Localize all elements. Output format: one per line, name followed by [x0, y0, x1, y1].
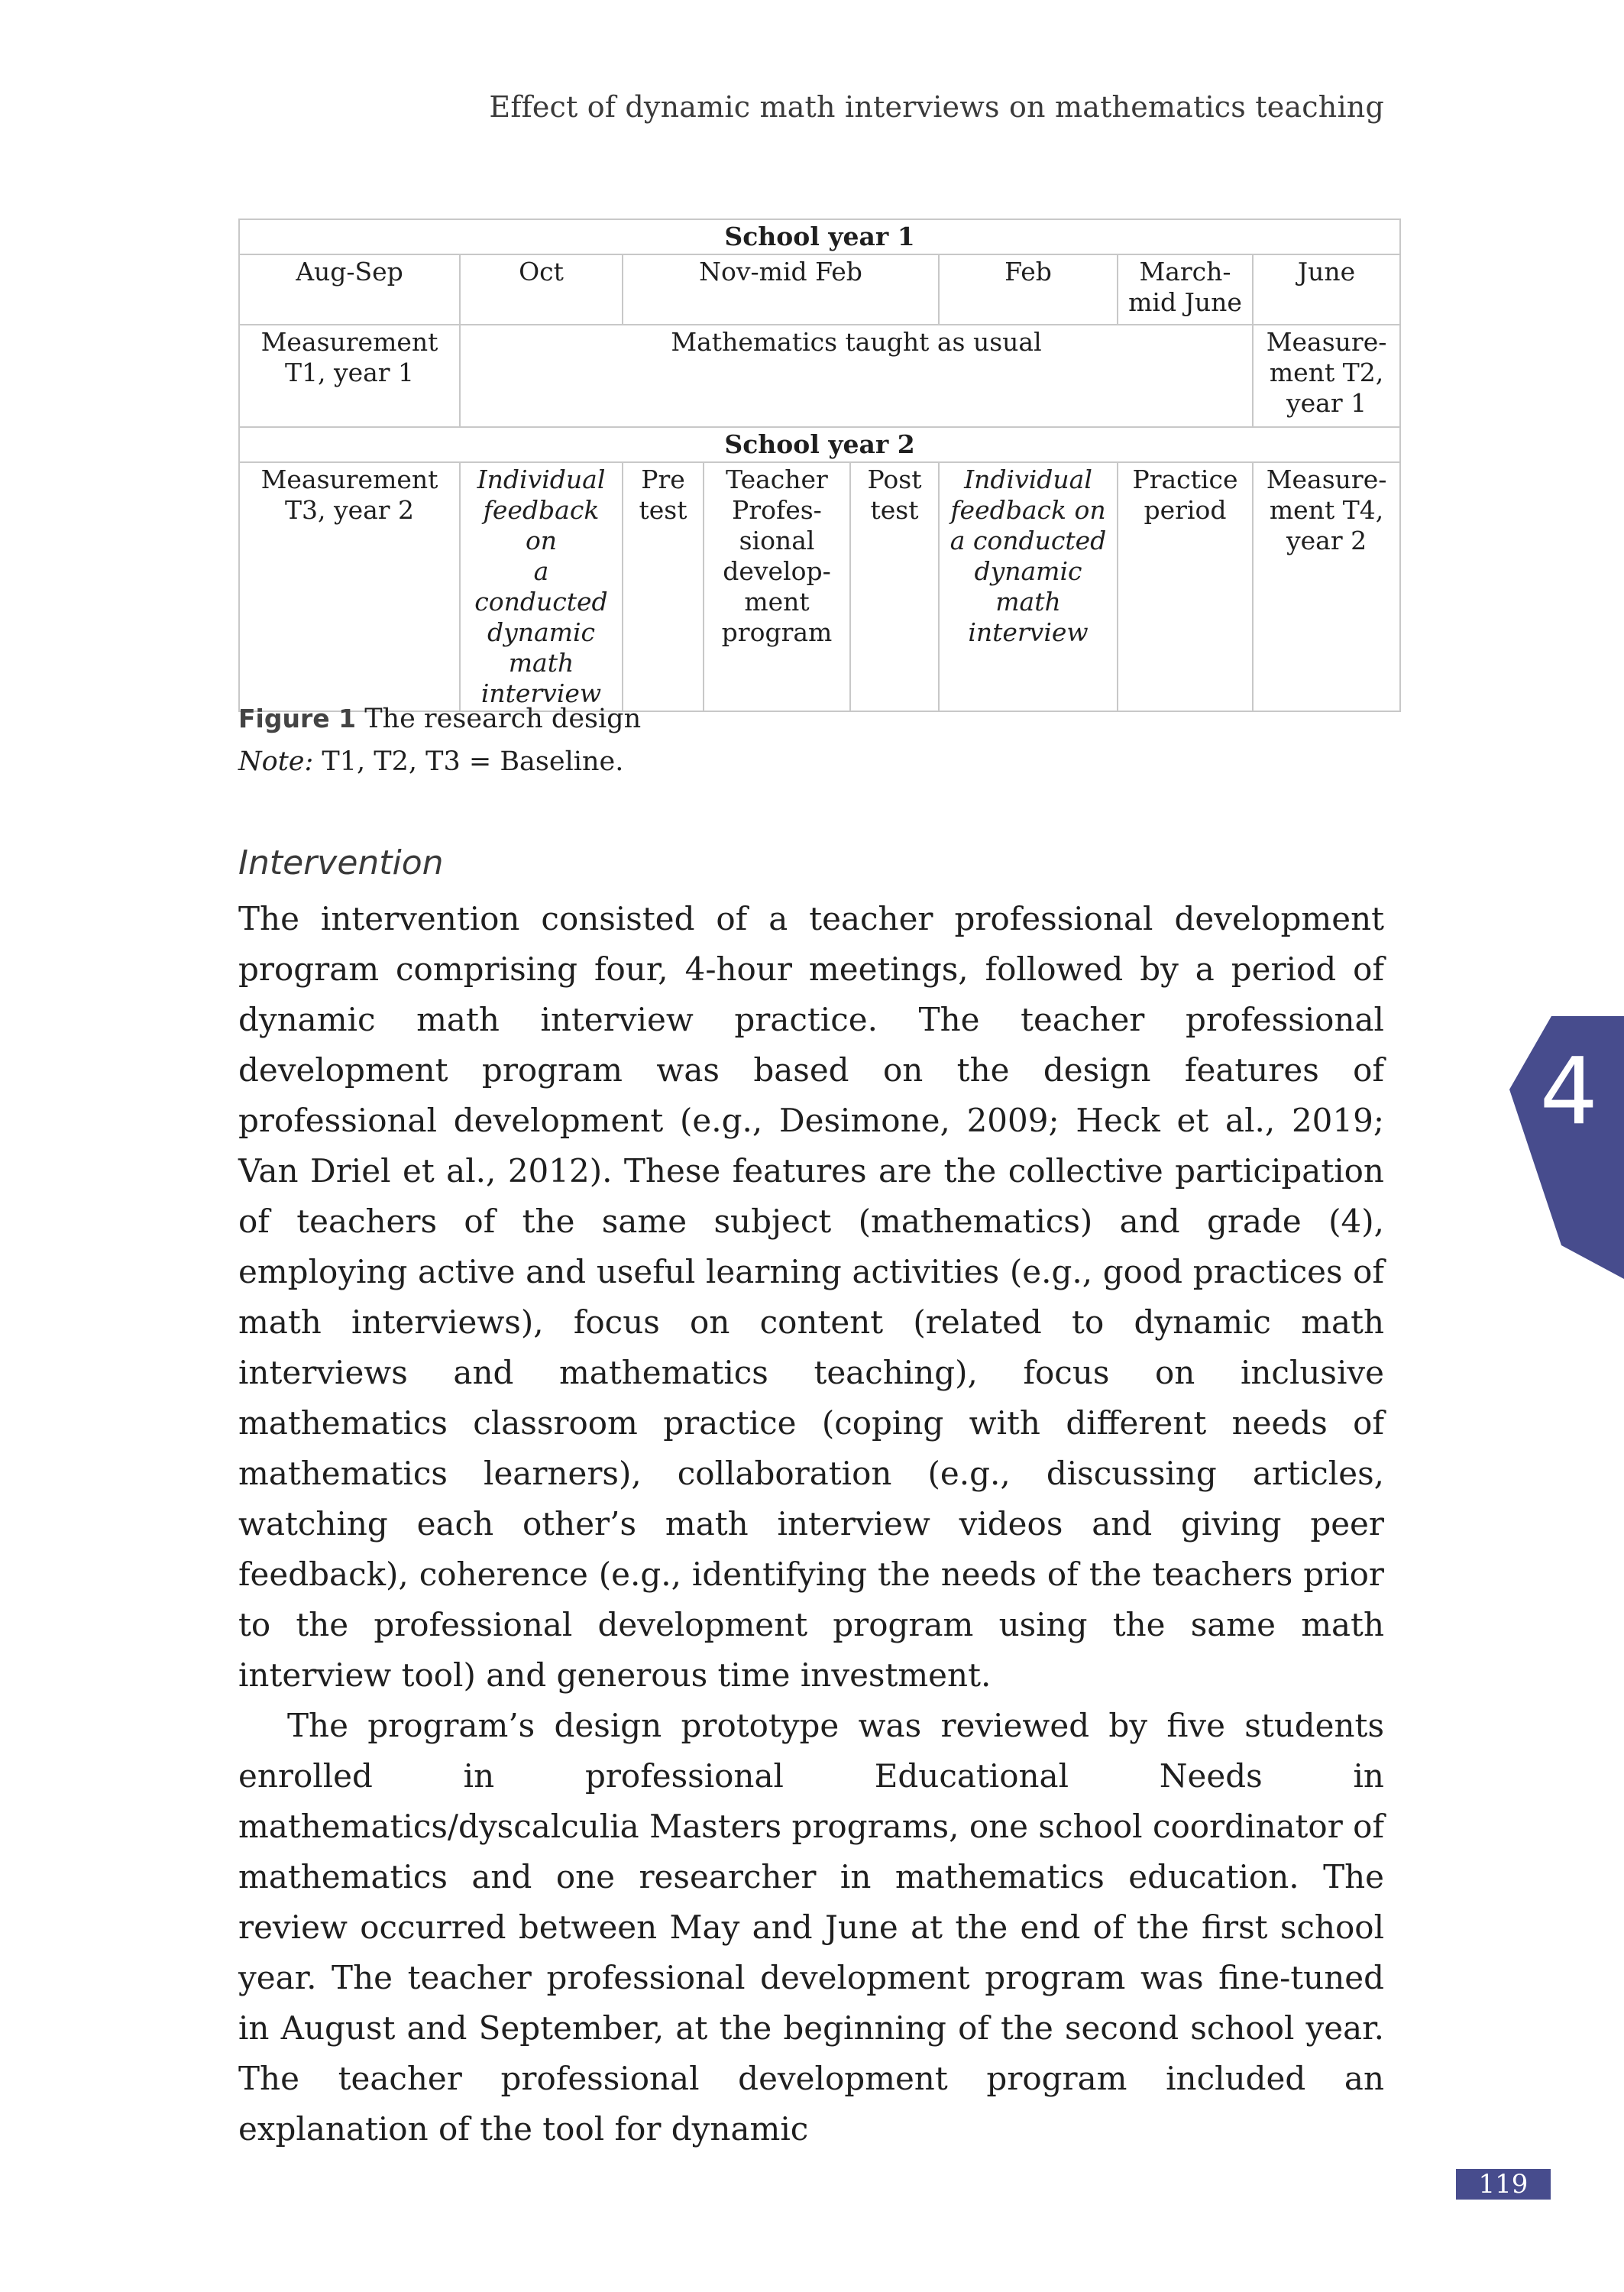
period-feb: Feb: [939, 254, 1118, 325]
period-june: June: [1253, 254, 1400, 325]
pre-test: Pre test: [623, 462, 704, 711]
measurement-t3: Measurement T3, year 2: [239, 462, 460, 711]
paragraph: The program’s design prototype was reviewed by five students enrolled in professional Educational Needs in mathematics/dyscalculia Masters programs, one school coordinator of mathematics and one researcher in mathematics education. The review occurred between May and June at the end of the first school year. The teacher professional development program was fine-tuned in August and September, at the beginning of the second school year. The teacher professional development program included an explanation of the tool for dynamic: [238, 1707, 1384, 2148]
practice-period: Practice period: [1118, 462, 1253, 711]
figure-title: The research design: [356, 704, 642, 734]
post-test: Post test: [850, 462, 939, 711]
year1-periods-row: [239, 254, 1400, 325]
measurement-t1: Measurement T1, year 1: [239, 325, 460, 427]
year2-header: School year 2: [239, 427, 1400, 462]
note-text: T1, T2, T3 = Baseline.: [313, 746, 624, 777]
period-aug-sep: Aug-Sep: [239, 254, 460, 325]
period-oct: Oct: [460, 254, 623, 325]
year2-header-row: [239, 427, 1400, 462]
section-heading: Intervention: [238, 843, 444, 882]
figure-label: Figure 1: [238, 704, 357, 733]
figure-caption: [238, 701, 641, 779]
year1-header: School year 1: [239, 219, 1400, 254]
math-taught-as-usual: Mathematics taught as usual: [460, 325, 1253, 427]
running-head: Effect of dynamic math interviews on mathematics teaching: [489, 90, 1384, 124]
period-march-mid-june: March- mid June: [1118, 254, 1253, 325]
measurement-t4: Measure- ment T4, year 2: [1253, 462, 1400, 711]
individual-feedback-1: Individual feedback on a conducted dynamic math interview: [460, 462, 623, 711]
chapter-number: 4: [1539, 1039, 1598, 1145]
year1-header-row: [239, 219, 1400, 254]
period-nov-mid-feb: Nov-mid Feb: [623, 254, 939, 325]
research-design-table: [238, 219, 1401, 712]
note-label: Note:: [238, 746, 314, 777]
year1-activities-row: [239, 325, 1400, 427]
paragraph: The intervention consisted of a teacher professional development program comprising four, 4-hour meetings, followed by a period of dynamic math interview practice. The teacher professional development program was based on the design features of professional development (e.g., Desimone, 2009; Heck et al., 2019; Van Driel et al., 2012). These features are the collective participation of teachers of the same subject (mathematics) and grade (4), employing active and useful learning activities (e.g., good practices of math interviews), focus on content (related to dynamic math interviews and mathematics teaching), focus on inclusive mathematics classroom practice (coping with different needs of mathematics learners), collaboration (e.g., discussing articles, watching each other’s math interview videos and giving peer feedback), coherence (e.g., identifying the needs of the teachers prior to the professional development program using the same math interview tool) and generous time investment.: [238, 900, 1384, 1694]
teacher-pd-program: Teacher Profes- sional develop- ment program: [704, 462, 850, 711]
individual-feedback-2: Individual feedback on a conducted dynamic math interview: [939, 462, 1118, 711]
year2-activities-row: [239, 462, 1400, 711]
body-text: [238, 894, 1384, 2154]
page-number: 119: [1456, 2169, 1551, 2200]
measurement-t2: Measure- ment T2, year 1: [1253, 325, 1400, 427]
